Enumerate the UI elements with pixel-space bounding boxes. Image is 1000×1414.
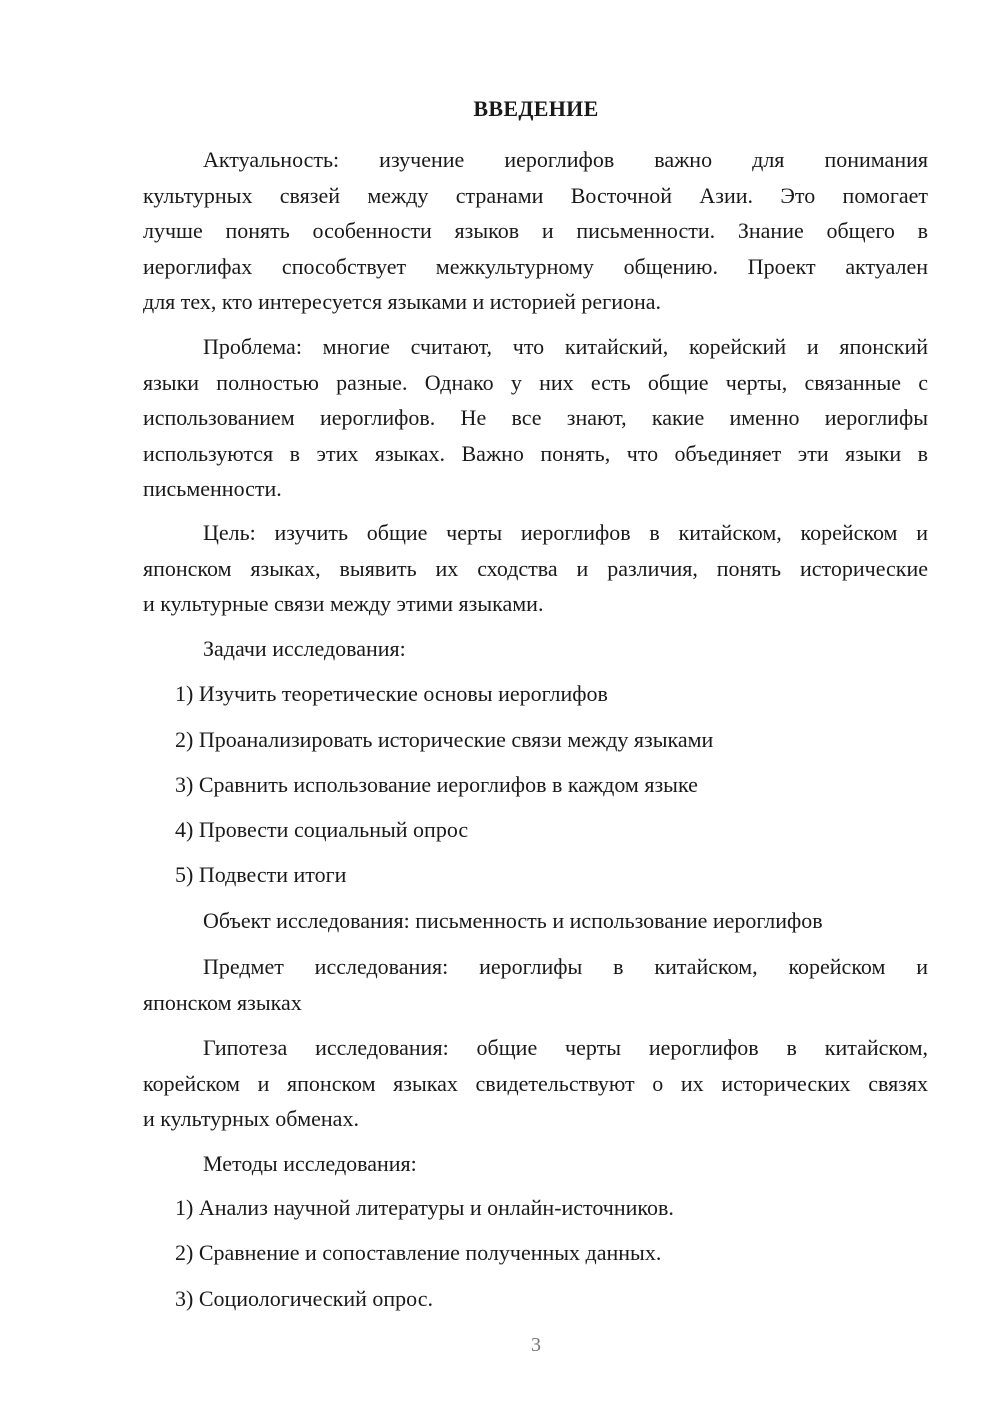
relevance-line: лучше понять особенности языков и письменности. Знание общего в [143, 218, 928, 243]
task-item: 5) Подвести итоги [175, 862, 347, 887]
hypothesis-line: и культурных обменах. [143, 1106, 359, 1131]
method-item: 3) Социологический опрос. [175, 1286, 433, 1311]
method-item: 1) Анализ научной литературы и онлайн-источников. [175, 1195, 674, 1220]
problem-line: использованием иероглифов. Не все знают, какие именно иероглифы [143, 405, 928, 430]
subject-paragraph [143, 949, 928, 1020]
relevance-line: для тех, кто интересуется языками и историей региона. [143, 289, 662, 314]
goal-line: и культурные связи между этими языками. [143, 591, 544, 616]
subject-line: Предмет исследования: иероглифы в китайском, корейском и [203, 954, 928, 979]
task-item: 2) Проанализировать исторические связи между языками [175, 727, 714, 752]
page-number: 3 [531, 1334, 541, 1356]
methods-heading: Методы исследования: [203, 1151, 417, 1176]
problem-paragraph [143, 329, 928, 507]
page-title: ВВЕДЕНИЕ [473, 96, 599, 121]
problem-line: языки полностью разные. Однако у них есть общие черты, связанные с [143, 369, 928, 395]
hypothesis-line: Гипотеза исследования: общие черты иероглифов в китайском, [203, 1035, 928, 1060]
problem-line: Проблема: многие считают, что китайский, корейский и японский [203, 334, 928, 359]
goal-paragraph [143, 515, 928, 622]
relevance-line: Актуальность: изучение иероглифов важно для понимания [203, 147, 928, 172]
task-item: 1) Изучить теоретические основы иероглифов [175, 681, 608, 706]
goal-line: Цель: изучить общие черты иероглифов в китайском, корейском и [203, 520, 928, 545]
problem-line: письменности. [143, 476, 282, 501]
relevance-line: культурных связей между странами Восточной Азии. Это помогает [143, 182, 928, 208]
hypothesis-paragraph [143, 1030, 928, 1137]
task-item: 3) Сравнить использование иероглифов в каждом языке [175, 772, 698, 797]
problem-line: используются в этих языках. Важно понять, что объединяет эти языки в [143, 440, 928, 466]
method-item: 2) Сравнение и сопоставление полученных данных. [175, 1240, 662, 1265]
hypothesis-line: корейском и японском языках свидетельствуют о их исторических связях [143, 1070, 928, 1096]
relevance-paragraph [143, 142, 928, 320]
subject-line: японском языках [143, 989, 302, 1015]
object-line: Объект исследования: письменность и использование иероглифов [203, 908, 823, 933]
tasks-heading: Задачи исследования: [203, 636, 406, 661]
task-item: 4) Провести социальный опрос [175, 817, 469, 842]
goal-line: японском языках, выявить их сходства и различия, понять исторические [143, 555, 928, 581]
relevance-line: иероглифах способствует межкультурному общению. Проект актуален [143, 253, 928, 279]
